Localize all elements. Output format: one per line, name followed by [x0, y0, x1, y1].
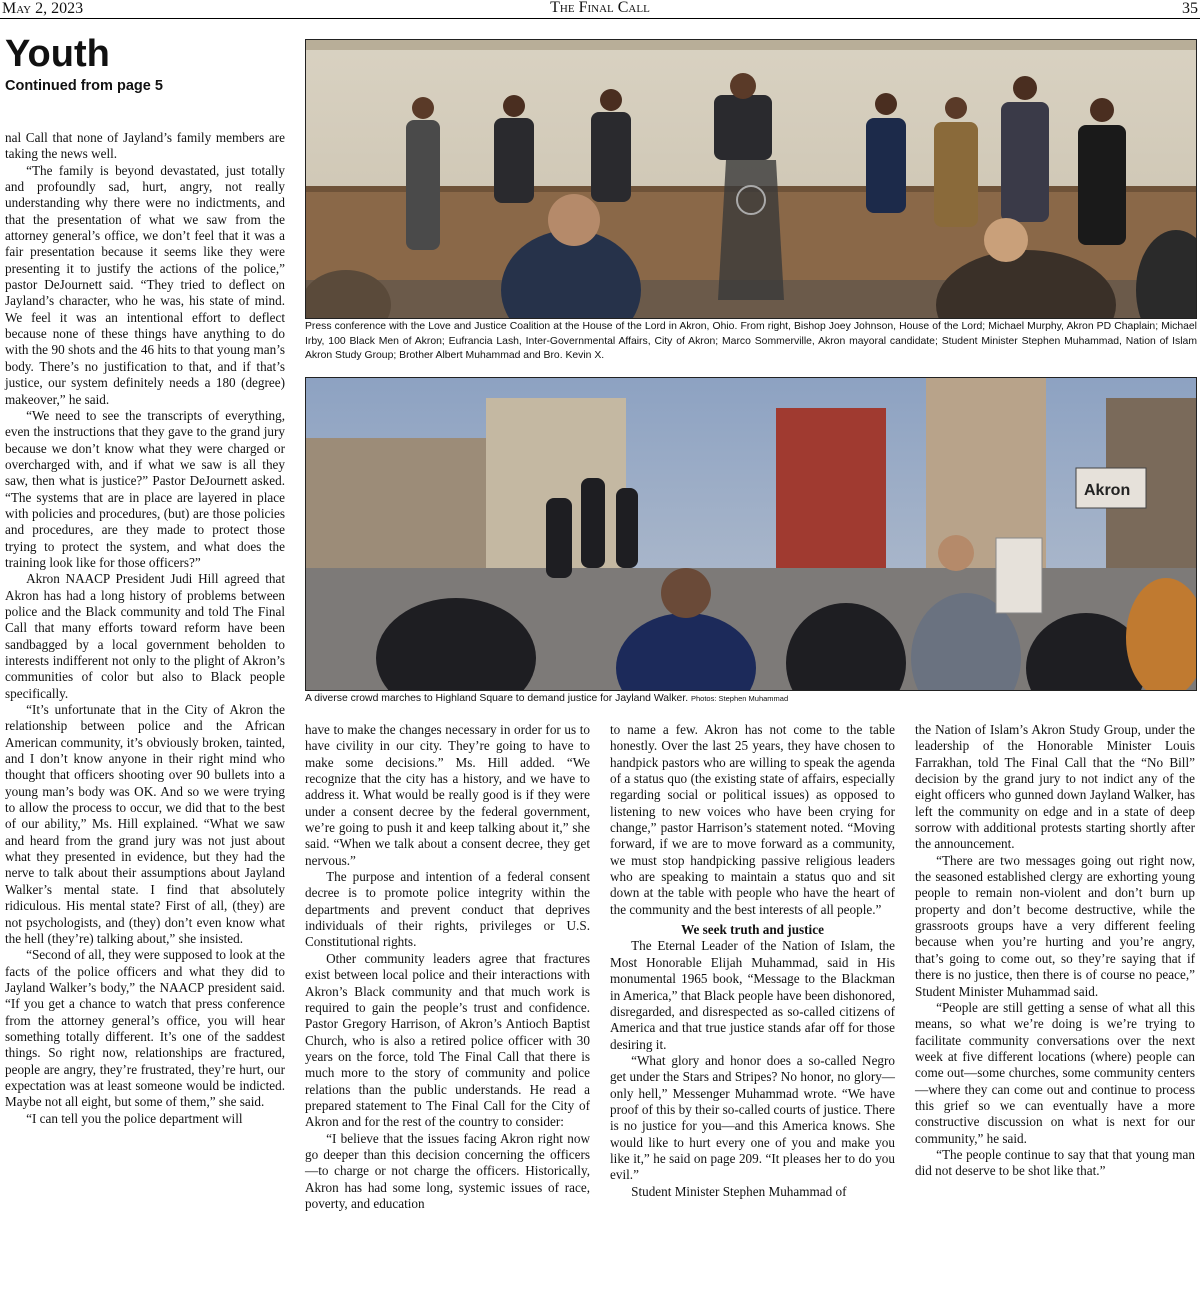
paragraph: the Nation of Islam’s Akron Study Group, under the leadership of the Honorable Minister Louis Farrakhan, told The Final Call that the “No Bill” decision by the grand jury to not indict any of the eight officers who gunned down Jayland Walker, has left the community on edge and in a state of deep sorrow with additional protests starting shortly after the announcement. — [915, 722, 1195, 852]
paragraph: The Eternal Leader of the Nation of Islam, the Most Honorable Elijah Muhammad, said in His monumental 1965 book, “Message to the Blackman in America,” that Black people have been dishonored, disregarded, and disrespected as so-called citizens of America and that true justice stands afar off for those desiring it. — [610, 938, 895, 1052]
photo-credit: Photos: Stephen Muhammad — [691, 694, 789, 703]
continued-note: Continued from page 5 — [5, 78, 163, 94]
paragraph: The purpose and intention of a federal consent decree is to promote police integrity within the departments and prevent conduct that deprives individuals of their rights, privileges or U.S. Constitutional rights. — [305, 869, 590, 950]
issue-date: May 2, 2023 — [2, 0, 84, 17]
section-title: Youth — [5, 33, 110, 75]
paragraph: have to make the changes necessary in order for us to have civility in our city. They’re going to have to make some decisions.” Ms. Hill added. “We recognize that the city has a history, and we have to address it. What would be really good is if they were under a consent decree by the federal government, we’re going to push it and keep talking about it,” she said. “When we talk about a consent decree, they get nervous.” — [305, 722, 590, 868]
paragraph: Other community leaders agree that fractures exist between local police and their interactions with Akron’s Black community and that much work is required to gain the people’s trust and confidence. Pastor Gregory Harrison, of Akron’s Antioch Baptist Church, who is also a retired police officer with 30 years on the force, told The Final Call that there is much more to the story of community and police relations than the public understands. He read a prepared statement to The Final Call for the City of Akron and for the rest of the country to consider: — [305, 950, 590, 1130]
paragraph: “The family is beyond devastated, just totally and profoundly sad, hurt, angry, not really understanding why there were no indictments, and that the presentation of what we saw from the attorney general’s office, we don’t feel that it was a fair presentation because it seems like they were presenting it to justify the actions of the police,” pastor DeJournett said. “They tried to deflect on Jayland’s character, who he was, his state of mind. We feel it was an intentional effort to deflect because none of these things have anything to do with the 90 shots and the 46 hits to that young man’s body. There’s no justification to that, and if that’s justice, our system definitely needs a 180 (degree) makeover,” he said. — [5, 162, 285, 407]
subheading: We seek truth and justice — [681, 922, 824, 938]
article-column-3 — [610, 722, 895, 1297]
paragraph: Akron NAACP President Judi Hill agreed that Akron has had a long history of problems between police and the Black community and told The Final Call that many efforts toward reform have been sandbagged by a local government beholden to interests indifferent not only to the plight of Akron’s communities of color but also to Black people specifically. — [5, 571, 285, 701]
paragraph: to name a few. Akron has not come to the table honestly. Over the last 25 years, they have chosen to handpick pastors who are willing to speak the agenda of a status quo (the existing state of affairs, especially regarding social or political issues) as opposed to listening to new voices who have been crying for change,” pastor Harrison’s statement noted. “Moving forward, if we are to move forward as a community, we must stop handpicking passive religious leaders who are speaking to maintain a status quo and sit down at the table with people who have the heart of the community and the best interests of all people.” — [610, 722, 895, 917]
march-caption — [305, 692, 1197, 708]
press-conference-caption: Press conference with the Love and Justice Coalition at the House of the Lord in Akron, Ohio. From right, Bishop Joey Johnson, House of the Lord; Michael Murphy, Akron PD Chaplain; Michael Irby, 100 Black Men of Akron; Eufrancia Lash, Inter-Governmental Affairs, City of Akron; Marco Sommerville, Akron mayoral candidate; Student Minister Stephen Muhammad, Nation of Islam Akron Study Group; Brother Albert Muhammad and Bro. Kevin X. — [305, 321, 1197, 361]
article-column-2 — [305, 722, 590, 1297]
paragraph: “Second of all, they were supposed to look at the facts of the police officers and what they did to Jayland Walker’s body,” the NAACP president said. “If you get a chance to watch that press conference from the attorney general’s office, you will hear something totally different. It’s one of the saddest things. So right now, relationships are fractured, people are angry, they’re frustrated, they’re hurt, our expectation was at least someone would be indicted. Maybe not all eight, but some of them,” she said. — [5, 947, 285, 1110]
paragraph: “People are still getting a sense of what all this means, so what we’re doing is we’re trying to facilitate community conversations over the next week at five different locations (where) people can come out—some churches, some community centers—where they can come out and continue to process this grief so we can eventually have a more constructive discussion on what is next for our community,” he said. — [915, 999, 1195, 1146]
march-caption-text: A diverse crowd marches to Highland Square to demand justice for Jayland Walker. — [305, 693, 689, 704]
paragraph: “I believe that the issues facing Akron right now go deeper than this decision concerning the officers—to charge or not charge the officers. Historically, Akron has had some long, systemic issues of race, poverty, and education — [305, 1130, 590, 1211]
march-photo — [305, 377, 1197, 691]
paragraph: “I can tell you the police department will — [26, 1110, 243, 1126]
publication-name: The Final Call — [550, 0, 650, 16]
page-header — [0, 0, 1200, 19]
protest-sign-text: Akron — [1084, 482, 1131, 499]
paragraph: “There are two messages going out right now, the seasoned established clergy are exhorting young people to remain non-violent and don’t burn up property and don’t become destructive, while the grassroots groups have a very different feeling because when you’re hurting and you’re angry, that’s going to come out, so they’re saying that if there is no justice, then there is of course no peace,” Student Minister Muhammad said. — [915, 852, 1195, 999]
paragraph: “It’s unfortunate that in the City of Akron the relationship between police and the African American community, it’s obviously broken, tainted, and I don’t know anyone in their right mind who thought that officers shooting over 90 bullets into a young man’s body was OK. And so we were trying to allow the process to occur, we did that to the best of our ability,” Ms. Hill explained. “What we saw and heard from the grand jury was not just about what they presented in evidence, but they had the nerve to talk about their assumptions about Jayland Walker’s mental state. I find that absolutely ridiculous. His mental state? First of all, (they) are not psychologists, and (they) don’t even know what the hell (they’re) talking about,” she insisted. — [5, 702, 285, 946]
paragraph: “What glory and honor does a so-called Negro get under the Stars and Stripes? No honor, no glory—only hell,” Messenger Muhammad wrote. “We have proof of this by their so-called courts of justice. There is no justice for you—and this America knows. She would like to hurt every one of you and make you like it,” he said on page 209. “It pleases her to do you evil.” — [610, 1052, 895, 1183]
paragraph: “The people continue to say that that young man did not deserve to be shot like that.” — [915, 1146, 1195, 1179]
article-kicker — [5, 30, 163, 94]
article-column-4 — [915, 722, 1195, 1297]
page-number: 35 — [1182, 0, 1198, 17]
paragraph: Student Minister Stephen Muhammad of — [631, 1183, 847, 1199]
article-column-1 — [5, 130, 285, 1295]
paragraph: nal Call that none of Jayland’s family members are taking the news well. — [5, 130, 285, 162]
press-conference-photo — [305, 39, 1197, 319]
paragraph: “We need to see the transcripts of everything, even the instructions that they gave to the grand jury because we don’t know what they were charged or overcharged with, and if what we saw is all they saw, then what is justice?” Pastor DeJournett asked. “The systems that are in place are layered in place with policies and procedures, (but) are those policies and procedures, are they made to protect those trying to protect the system, and what does the training look like for those officers?” — [5, 407, 285, 570]
